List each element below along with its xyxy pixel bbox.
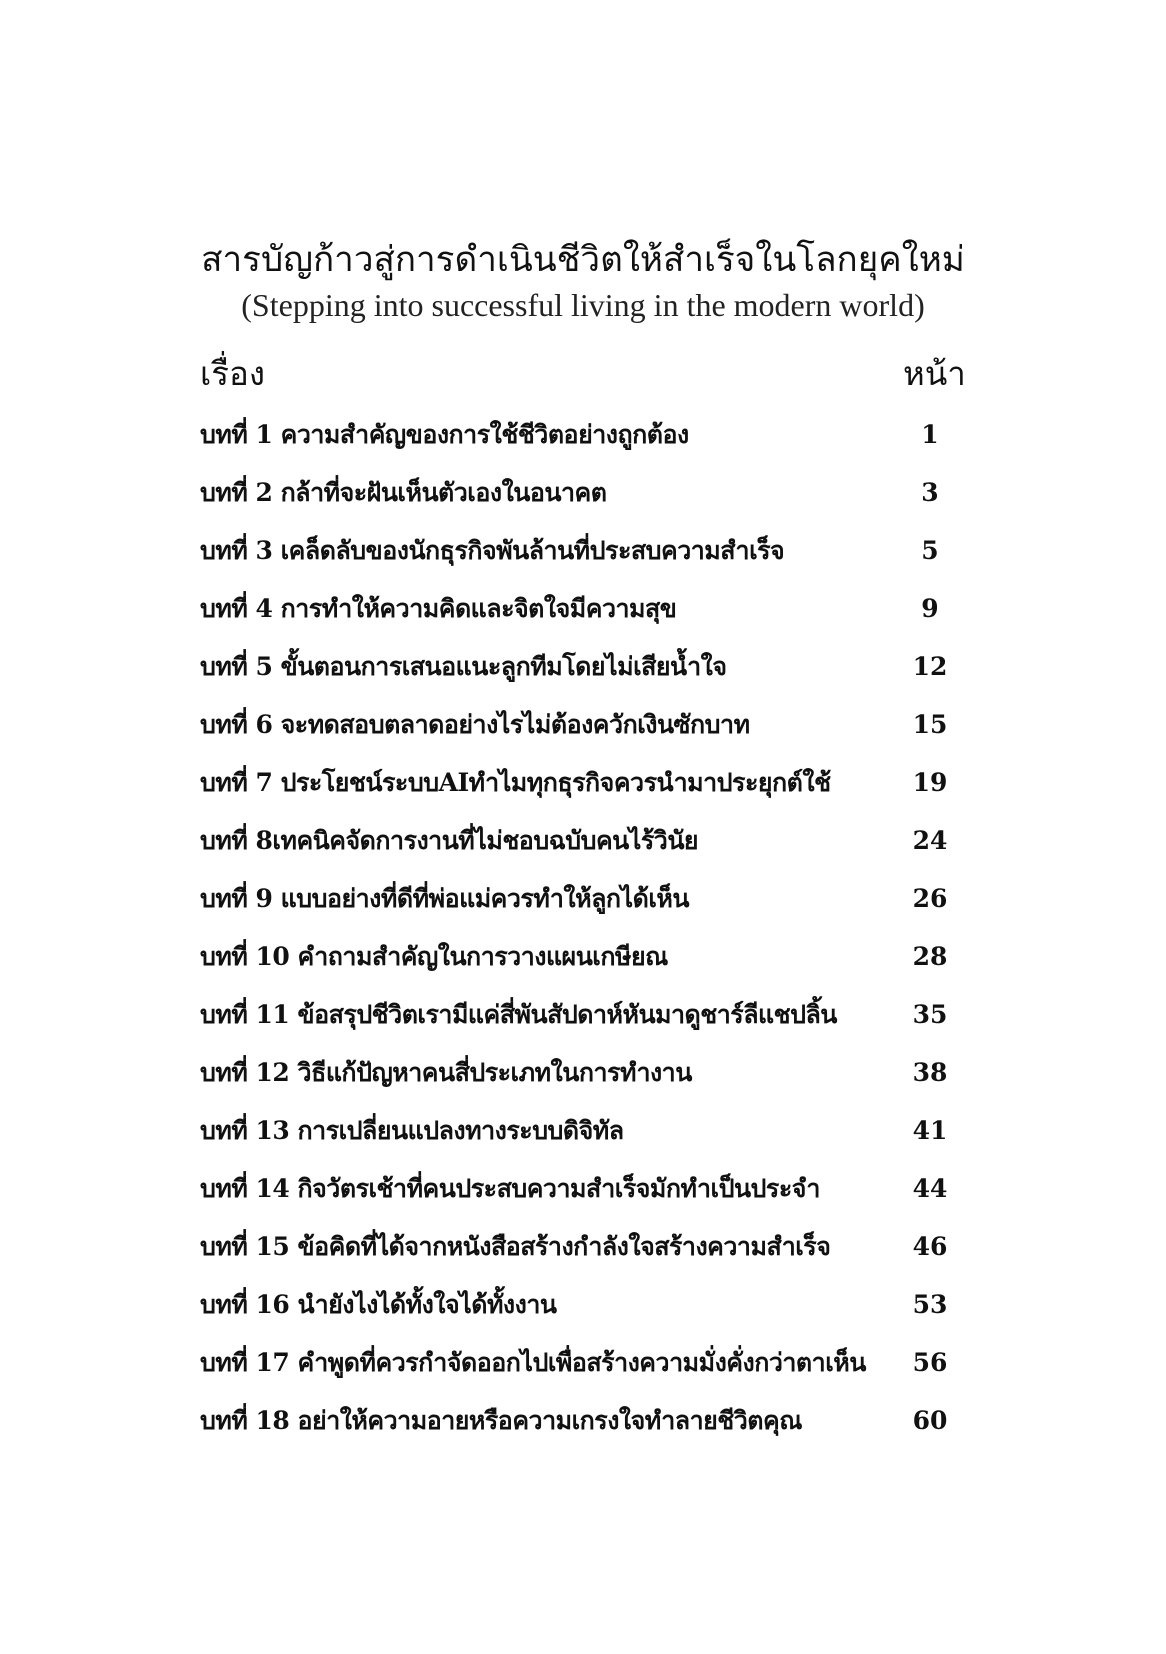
- toc-entry-title: บทที่ 10 คำถามสำคัญในการวางแผนเกษียณ: [200, 942, 668, 971]
- toc-row: [200, 760, 960, 818]
- table-of-contents: [200, 412, 960, 1456]
- page-title: สารบัญก้าวสู่การดำเนินชีวิตให้สำเร็จในโลกยุคใหม่: [201, 240, 965, 281]
- page-subtitle: (Stepping into successful living in the modern world): [241, 287, 925, 323]
- toc-entry-page: 3: [921, 478, 939, 507]
- toc-entry-page: 38: [912, 1058, 948, 1087]
- toc-entry-page: 26: [912, 884, 948, 913]
- toc-entry-title: บทที่ 18 อย่าให้ความอายหรือความเกรงใจทำลายชีวิตคุณ: [200, 1406, 802, 1435]
- toc-entry-page: 19: [912, 768, 948, 797]
- toc-entry-title: บทที่ 16 นำยังไงได้ทั้งใจได้ทั้งงาน: [200, 1290, 557, 1319]
- toc-row: [200, 876, 960, 934]
- toc-entry-page: 35: [912, 1000, 948, 1029]
- toc-row: [200, 1166, 960, 1224]
- toc-entry-title: บทที่ 15 ข้อคิดที่ได้จากหนังสือสร้างกำลังใจสร้างความสำเร็จ: [200, 1232, 831, 1261]
- toc-entry-title: บทที่ 4 การทำให้ความคิดและจิตใจมีความสุข: [200, 594, 677, 623]
- toc-entry-page: 15: [912, 710, 948, 739]
- toc-entry-title: บทที่ 13 การเปลี่ยนแปลงทางระบบดิจิทัล: [200, 1116, 624, 1145]
- toc-entry-page: 46: [912, 1232, 948, 1261]
- toc-entry-page: 56: [912, 1348, 948, 1377]
- toc-header-topic: เรื่อง: [200, 354, 265, 393]
- toc-entry-page: 60: [912, 1406, 948, 1435]
- toc-row: [200, 412, 960, 470]
- toc-row: [200, 644, 960, 702]
- toc-row: [200, 528, 960, 586]
- toc-entry-title: บทที่ 5 ขั้นตอนการเสนอแนะลูกทีมโดยไม่เสียน้ำใจ: [200, 652, 727, 681]
- toc-entry-title: บทที่ 8เทคนิคจัดการงานที่ไม่ชอบฉบับคนไร้วินัย: [200, 826, 699, 855]
- toc-entry-title: บทที่ 3 เคล็ดลับของนักธุรกิจพันล้านที่ประสบความสำเร็จ: [200, 536, 785, 565]
- toc-entry-title: บทที่ 14 กิจวัตรเช้าที่คนประสบความสำเร็จมักทำเป็นประจำ: [200, 1174, 820, 1203]
- toc-row: [200, 1050, 960, 1108]
- toc-entry-title: บทที่ 6 จะทดสอบตลาดอย่างไรไม่ต้องควักเงินซักบาท: [200, 710, 750, 739]
- toc-entry-page: 5: [921, 536, 939, 565]
- toc-entry-page: 41: [912, 1116, 948, 1145]
- toc-entry-page: 12: [912, 652, 948, 681]
- toc-entry-title: บทที่ 9 แบบอย่างที่ดีที่พ่อแม่ควรทำให้ลูกได้เห็น: [200, 884, 689, 913]
- toc-row: [200, 702, 960, 760]
- toc-row: [200, 1340, 960, 1398]
- toc-entry-page: 9: [921, 594, 939, 623]
- toc-entry-page: 28: [912, 942, 948, 971]
- toc-entry-page: 24: [912, 826, 948, 855]
- toc-entry-title: บทที่ 2 กล้าที่จะฝันเห็นตัวเองในอนาคต: [200, 478, 607, 507]
- toc-row: [200, 1108, 960, 1166]
- toc-row: [200, 586, 960, 644]
- toc-row: [200, 992, 960, 1050]
- toc-row: [200, 1282, 960, 1340]
- toc-entry-page: 53: [912, 1290, 948, 1319]
- toc-entry-page: 44: [912, 1174, 948, 1203]
- toc-entry-title: บทที่ 7 ประโยชน์ระบบAIทำไมทุกธุรกิจควรนำมาประยุกต์ใช้: [200, 768, 831, 797]
- toc-entry-title: บทที่ 11 ข้อสรุปชีวิตเรามีแค่สี่พันสัปดาห์หันมาดูชาร์ลีแชปลิ้น: [200, 1000, 837, 1029]
- toc-row: [200, 1398, 960, 1456]
- toc-row: [200, 470, 960, 528]
- toc-entry-title: บทที่ 17 คำพูดที่ควรกำจัดออกไปเพื่อสร้างความมั่งคั่งกว่าตาเห็น: [200, 1348, 866, 1377]
- toc-entry-title: บทที่ 1 ความสำคัญของการใช้ชีวิตอย่างถูกต้อง: [200, 420, 689, 449]
- toc-entry-page: 1: [921, 420, 939, 449]
- toc-row: [200, 1224, 960, 1282]
- toc-entry-title: บทที่ 12 วิธีแก้ปัญหาคนสี่ประเภทในการทำงาน: [200, 1058, 692, 1087]
- toc-row: [200, 818, 960, 876]
- toc-header-page: หน้า: [903, 354, 966, 393]
- toc-row: [200, 934, 960, 992]
